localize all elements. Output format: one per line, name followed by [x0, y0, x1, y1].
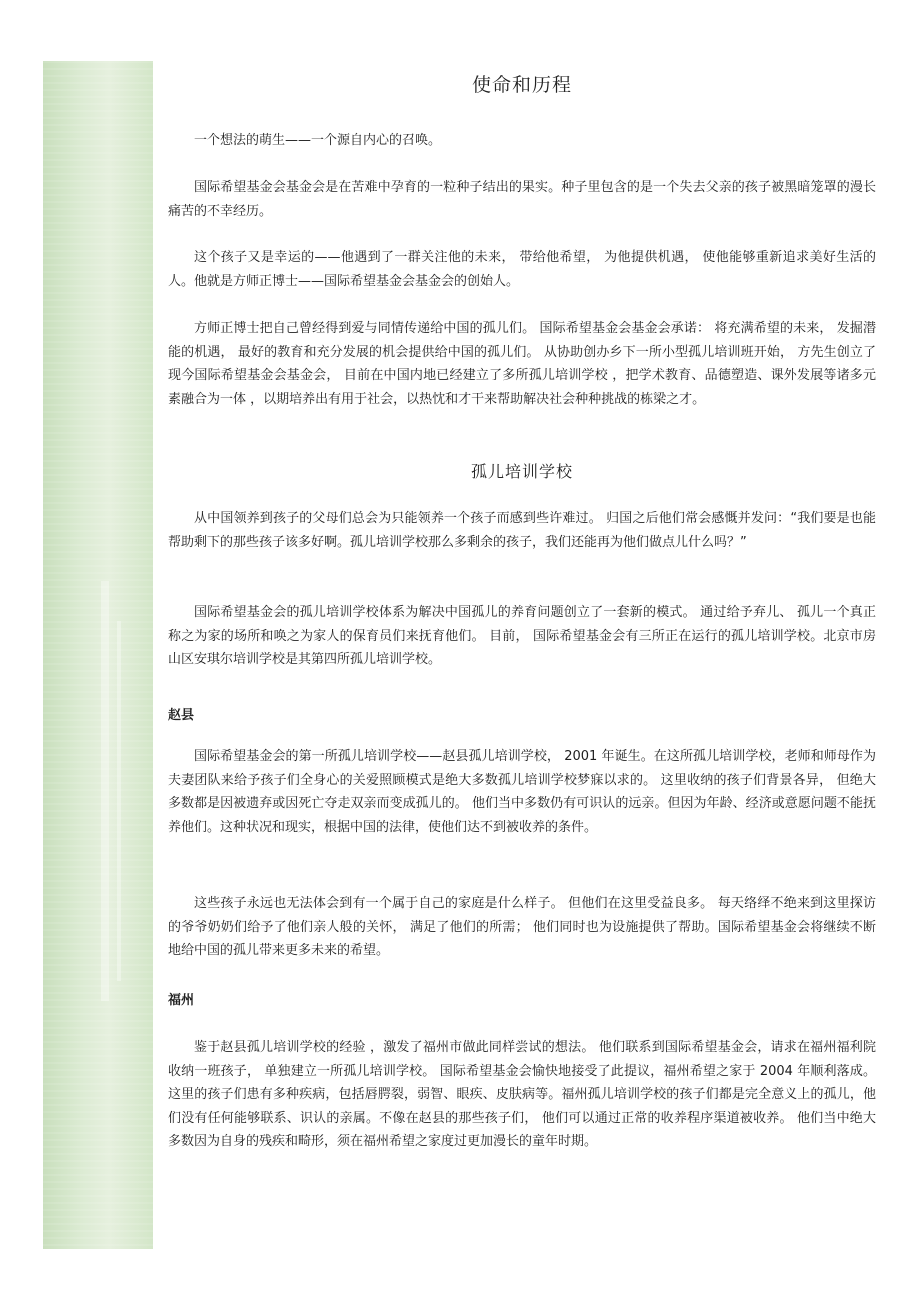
band-highlight [117, 621, 121, 981]
paragraph: 国际希望基金会的第一所孤儿培训学校——赵县孤儿培训学校， 2001 年诞生。在这所孤儿培训学校，老师和师母作为夫妻团队来给予孩子们全身心的关爱照顾模式是绝大多数孤儿培训学校梦寐以求的。 这里收纳的孩子们背景各异， 但绝大多数都是因被遗弃或因死亡夺走双亲而变成孤儿的。 他们当中多数仍有可识认的远亲。但因为年龄、经济或意愿问题不能抚养他们。这种状况和现实，根据中国的法律，使他们达不到被收养的条件。 [168, 749, 876, 835]
paragraph: 从中国领养到孩子的父母们总会为只能领养一个孩子而感到些许难过。 归国之后他们常会感慨并发问：“我们要是也能帮助剩下的那些孩子该多好啊。孤儿培训学校那么多剩余的孩子，我们还能再为他们做点儿什么吗？” [168, 511, 876, 550]
subsection-heading: 福州 [168, 993, 195, 1008]
paragraph: 国际希望基金会的孤儿培训学校体系为解决中国孤儿的养育问题创立了一套新的模式。 通过给予弃儿、 孤儿一个真正称之为家的场所和唤之为家人的保育员们来抚育他们。 目前， 国际希望基金会有三所正在运行的孤儿培训学校。北京市房山区安琪尔培训学校是其第四所孤儿培训学校。 [168, 605, 876, 668]
paragraph: 这个孩子又是幸运的——他遇到了一群关注他的未来， 带给他希望， 为他提供机遇， 使他能够重新追求美好生活的人。他就是方师正博士——国际希望基金会基金会的创始人。 [168, 250, 876, 289]
section-title: 孤儿培训学校 [470, 462, 573, 481]
paragraph: 国际希望基金会基金会是在苦难中孕育的一粒种子结出的果实。种子里包含的是一个失去父亲的孩子被黑暗笼罩的漫长痛苦的不幸经历。 [168, 180, 876, 219]
band-highlight [101, 581, 109, 1001]
paragraph: 一个想法的萌生——一个源自内心的召唤。 [194, 133, 442, 148]
main-title: 使命和历程 [471, 74, 572, 96]
paragraph: 鉴于赵县孤儿培训学校的经验 ，激发了福州市做此同样尝试的想法。 他们联系到国际希望基金会，请求在福州福利院收纳一班孩子， 单独建立一所孤儿培训学校。 国际希望基金会愉快地接受了此提议，福州希望之家于 2004 年顺利落成。这里的孩子们患有多种疾病，包括唇腭裂，弱智、眼疾、皮肤病等。福州孤儿培训学校的孩子们都是完全意义上的孤儿，他们没有任何能够联系、识认的亲属。不像在赵县的那些孩子们， 他们可以通过正常的收养程序渠道被收养。 他们当中绝大多数因为自身的残疾和畸形，须在福州希望之家度过更加漫长的童年时期。 [168, 1040, 876, 1150]
paragraph: 方师正博士把自己曾经得到爱与同情传递给中国的孤儿们。 国际希望基金会基金会承诺： 将充满希望的未来， 发掘潜能的机遇， 最好的教育和充分发展的机会提供给中国的孤儿们。 从协助创办乡下一所小型孤儿培训班开始， 方先生创立了现今国际希望基金会基金会， 目前在中国内地已经建立了多所孤儿培训学校 ，把学术教育、品德塑造、课外发展等诸多元素融合为一体 ，以期培养出有用于社会，以热忱和才干来帮助解决社会种种挑战的栋梁之才。 [168, 321, 876, 407]
decorative-side-band [43, 61, 153, 1249]
subsection-heading: 赵县 [168, 708, 195, 723]
paragraph: 这些孩子永远也无法体会到有一个属于自己的家庭是什么样子。 但他们在这里受益良多。 每天络绎不绝来到这里探访的爷爷奶奶们给予了他们亲人般的关怀， 满足了他们的所需； 他们同时也为设施提供了帮助。国际希望基金会将继续不断地给中国的孤儿带来更多未来的希望。 [168, 896, 876, 959]
